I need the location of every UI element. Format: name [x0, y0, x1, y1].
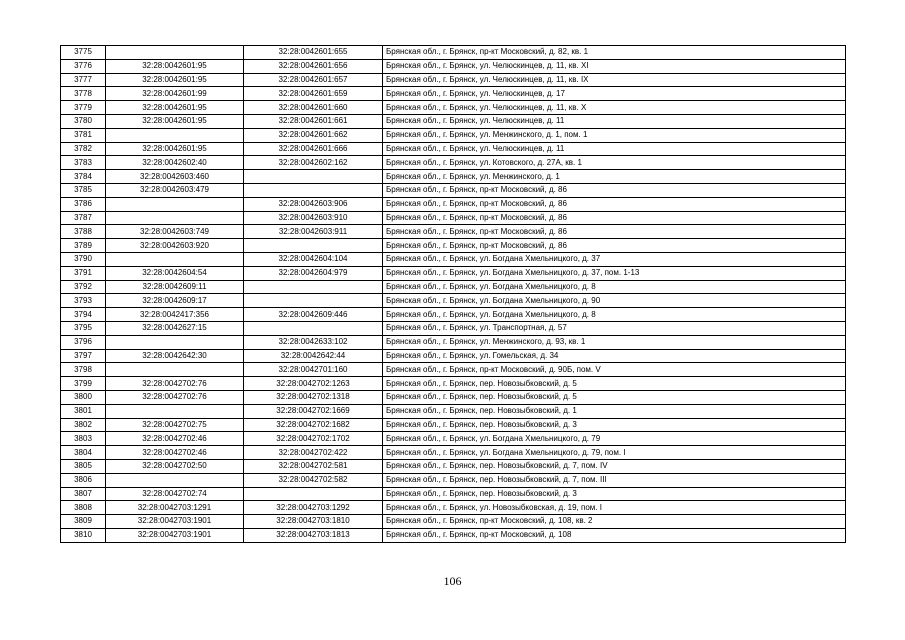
building-cadastral-number-cell: 32:28:0042604:979 [244, 266, 383, 280]
address-cell: Брянская обл., г. Брянск, ул. Менжинского, д. 1, пом. 1 [383, 128, 846, 142]
land-parcel-cadastral-number-cell [106, 252, 244, 266]
address-cell: Брянская обл., г. Брянск, пер. Новозыбковский, д. 7, пом. III [383, 473, 846, 487]
address-cell: Брянская обл., г. Брянск, ул. Богдана Хмельницкого, д. 79, пом. I [383, 446, 846, 460]
page-number: 106 [443, 574, 462, 588]
building-cadastral-number-cell: 32:28:0042703:1813 [244, 528, 383, 542]
building-cadastral-number-cell: 32:28:0042601:661 [244, 114, 383, 128]
building-cadastral-number-cell [244, 239, 383, 253]
row-number-cell: 3777 [61, 73, 106, 87]
building-cadastral-number-cell: 32:28:0042702:1263 [244, 377, 383, 391]
land-parcel-cadastral-number-cell: 32:28:0042603:920 [106, 239, 244, 253]
building-cadastral-number-cell: 32:28:0042703:1810 [244, 515, 383, 529]
table-row [61, 156, 846, 170]
address-cell: Брянская обл., г. Брянск, ул. Котовского, д. 27А, кв. 1 [383, 156, 846, 170]
address-cell: Брянская обл., г. Брянск, ул. Гомельская, д. 34 [383, 349, 846, 363]
table-row [61, 418, 846, 432]
row-number-cell: 3799 [61, 377, 106, 391]
row-number-cell: 3790 [61, 252, 106, 266]
row-number-cell: 3802 [61, 418, 106, 432]
building-cadastral-number-cell: 32:28:0042601:660 [244, 101, 383, 115]
land-parcel-cadastral-number-cell [106, 335, 244, 349]
land-parcel-cadastral-number-cell: 32:28:0042601:95 [106, 114, 244, 128]
table-row [61, 225, 846, 239]
address-cell: Брянская обл., г. Брянск, пер. Новозыбковский, д. 3 [383, 418, 846, 432]
building-cadastral-number-cell: 32:28:0042603:906 [244, 197, 383, 211]
row-number-cell: 3809 [61, 515, 106, 529]
building-cadastral-number-cell: 32:28:0042601:666 [244, 142, 383, 156]
building-cadastral-number-cell: 32:28:0042601:655 [244, 46, 383, 60]
land-parcel-cadastral-number-cell: 32:28:0042703:1901 [106, 528, 244, 542]
row-number-cell: 3801 [61, 404, 106, 418]
address-cell: Брянская обл., г. Брянск, ул. Богдана Хмельницкого, д. 37, пом. 1-13 [383, 266, 846, 280]
building-cadastral-number-cell: 32:28:0042601:657 [244, 73, 383, 87]
table-row [61, 46, 846, 60]
land-parcel-cadastral-number-cell: 32:28:0042602:40 [106, 156, 244, 170]
table-row [61, 197, 846, 211]
table-row [61, 459, 846, 473]
table-row [61, 128, 846, 142]
land-parcel-cadastral-number-cell: 32:28:0042601:95 [106, 101, 244, 115]
building-cadastral-number-cell [244, 280, 383, 294]
building-cadastral-number-cell: 32:28:0042609:446 [244, 308, 383, 322]
land-parcel-cadastral-number-cell [106, 211, 244, 225]
table-row [61, 308, 846, 322]
land-parcel-cadastral-number-cell: 32:28:0042601:95 [106, 59, 244, 73]
address-cell: Брянская обл., г. Брянск, пр-кт Московский, д. 108 [383, 528, 846, 542]
row-number-cell: 3782 [61, 142, 106, 156]
land-parcel-cadastral-number-cell: 32:28:0042702:75 [106, 418, 244, 432]
address-cell: Брянская обл., г. Брянск, ул. Богдана Хмельницкого, д. 90 [383, 294, 846, 308]
land-parcel-cadastral-number-cell [106, 473, 244, 487]
table-row [61, 390, 846, 404]
building-cadastral-number-cell: 32:28:0042702:1702 [244, 432, 383, 446]
row-number-cell: 3778 [61, 87, 106, 101]
table-row [61, 183, 846, 197]
land-parcel-cadastral-number-cell: 32:28:0042702:74 [106, 487, 244, 501]
row-number-cell: 3797 [61, 349, 106, 363]
address-cell: Брянская обл., г. Брянск, ул. Менжинского, д. 93, кв. 1 [383, 335, 846, 349]
row-number-cell: 3781 [61, 128, 106, 142]
address-cell: Брянская обл., г. Брянск, ул. Богдана Хмельницкого, д. 8 [383, 280, 846, 294]
address-cell: Брянская обл., г. Брянск, пр-кт Московский, д. 108, кв. 2 [383, 515, 846, 529]
building-cadastral-number-cell: 32:28:0042702:1318 [244, 390, 383, 404]
row-number-cell: 3807 [61, 487, 106, 501]
table-row [61, 335, 846, 349]
row-number-cell: 3792 [61, 280, 106, 294]
row-number-cell: 3785 [61, 183, 106, 197]
address-cell: Брянская обл., г. Брянск, ул. Богдана Хмельницкого, д. 37 [383, 252, 846, 266]
address-cell: Брянская обл., г. Брянск, ул. Менжинского, д. 1 [383, 170, 846, 184]
table-row [61, 473, 846, 487]
building-cadastral-number-cell: 32:28:0042702:1669 [244, 404, 383, 418]
land-parcel-cadastral-number-cell: 32:28:0042702:46 [106, 432, 244, 446]
row-number-cell: 3779 [61, 101, 106, 115]
land-parcel-cadastral-number-cell [106, 128, 244, 142]
address-cell: Брянская обл., г. Брянск, ул. Челюскинцев, д. 11 [383, 142, 846, 156]
land-parcel-cadastral-number-cell [106, 46, 244, 60]
building-cadastral-number-cell: 32:28:0042601:656 [244, 59, 383, 73]
table-row [61, 487, 846, 501]
land-parcel-cadastral-number-cell: 32:28:0042702:76 [106, 377, 244, 391]
building-cadastral-number-cell [244, 294, 383, 308]
address-cell: Брянская обл., г. Брянск, ул. Челюскинцев, д. 11 [383, 114, 846, 128]
table-row [61, 528, 846, 542]
address-cell: Брянская обл., г. Брянск, пер. Новозыбковский, д. 5 [383, 377, 846, 391]
table-row [61, 59, 846, 73]
land-parcel-cadastral-number-cell: 32:28:0042603:460 [106, 170, 244, 184]
table-row [61, 142, 846, 156]
table-row [61, 73, 846, 87]
building-cadastral-number-cell: 32:28:0042602:162 [244, 156, 383, 170]
address-cell: Брянская обл., г. Брянск, пер. Новозыбковский, д. 7, пом. IV [383, 459, 846, 473]
row-number-cell: 3810 [61, 528, 106, 542]
building-cadastral-number-cell [244, 321, 383, 335]
table-row [61, 363, 846, 377]
building-cadastral-number-cell: 32:28:0042642:44 [244, 349, 383, 363]
table-row [61, 432, 846, 446]
land-parcel-cadastral-number-cell: 32:28:0042417:356 [106, 308, 244, 322]
land-parcel-cadastral-number-cell: 32:28:0042601:99 [106, 87, 244, 101]
table-row [61, 87, 846, 101]
land-parcel-cadastral-number-cell: 32:28:0042627:15 [106, 321, 244, 335]
row-number-cell: 3788 [61, 225, 106, 239]
building-cadastral-number-cell: 32:28:0042702:1682 [244, 418, 383, 432]
address-cell: Брянская обл., г. Брянск, пр-кт Московский, д. 82, кв. 1 [383, 46, 846, 60]
table-row [61, 377, 846, 391]
land-parcel-cadastral-number-cell: 32:28:0042603:479 [106, 183, 244, 197]
land-parcel-cadastral-number-cell: 32:28:0042609:17 [106, 294, 244, 308]
address-cell: Брянская обл., г. Брянск, ул. Новозыбковская, д. 19, пом. I [383, 501, 846, 515]
row-number-cell: 3783 [61, 156, 106, 170]
building-cadastral-number-cell [244, 170, 383, 184]
table-row [61, 170, 846, 184]
row-number-cell: 3786 [61, 197, 106, 211]
building-cadastral-number-cell [244, 183, 383, 197]
address-cell: Брянская обл., г. Брянск, пер. Новозыбковский, д. 3 [383, 487, 846, 501]
row-number-cell: 3784 [61, 170, 106, 184]
row-number-cell: 3798 [61, 363, 106, 377]
address-cell: Брянская обл., г. Брянск, ул. Челюскинцев, д. 17 [383, 87, 846, 101]
table-row [61, 239, 846, 253]
row-number-cell: 3803 [61, 432, 106, 446]
table-row [61, 114, 846, 128]
building-cadastral-number-cell: 32:28:0042702:582 [244, 473, 383, 487]
address-cell: Брянская обл., г. Брянск, пр-кт Московский, д. 86 [383, 211, 846, 225]
address-cell: Брянская обл., г. Брянск, ул. Челюскинцев, д. 11, кв. IX [383, 73, 846, 87]
table-row [61, 294, 846, 308]
building-cadastral-number-cell: 32:28:0042701:160 [244, 363, 383, 377]
land-parcel-cadastral-number-cell [106, 197, 244, 211]
land-parcel-cadastral-number-cell: 32:28:0042601:95 [106, 142, 244, 156]
table-row [61, 321, 846, 335]
row-number-cell: 3806 [61, 473, 106, 487]
address-cell: Брянская обл., г. Брянск, пер. Новозыбковский, д. 1 [383, 404, 846, 418]
row-number-cell: 3800 [61, 390, 106, 404]
address-cell: Брянская обл., г. Брянск, пр-кт Московский, д. 90Б, пом. V [383, 363, 846, 377]
row-number-cell: 3791 [61, 266, 106, 280]
building-cadastral-number-cell: 32:28:0042604:104 [244, 252, 383, 266]
table-row [61, 515, 846, 529]
table-row [61, 280, 846, 294]
land-parcel-cadastral-number-cell: 32:28:0042703:1901 [106, 515, 244, 529]
building-cadastral-number-cell: 32:28:0042702:581 [244, 459, 383, 473]
row-number-cell: 3805 [61, 459, 106, 473]
row-number-cell: 3804 [61, 446, 106, 460]
address-cell: Брянская обл., г. Брянск, ул. Транспортная, д. 57 [383, 321, 846, 335]
building-cadastral-number-cell: 32:28:0042703:1292 [244, 501, 383, 515]
land-parcel-cadastral-number-cell: 32:28:0042604:54 [106, 266, 244, 280]
address-cell: Брянская обл., г. Брянск, пр-кт Московский, д. 86 [383, 239, 846, 253]
table-row [61, 404, 846, 418]
land-parcel-cadastral-number-cell: 32:28:0042702:46 [106, 446, 244, 460]
table-body [61, 46, 846, 543]
table-row [61, 101, 846, 115]
row-number-cell: 3775 [61, 46, 106, 60]
address-cell: Брянская обл., г. Брянск, пер. Новозыбковский, д. 5 [383, 390, 846, 404]
building-cadastral-number-cell: 32:28:0042601:662 [244, 128, 383, 142]
land-parcel-cadastral-number-cell: 32:28:0042609:11 [106, 280, 244, 294]
land-parcel-cadastral-number-cell: 32:28:0042603:749 [106, 225, 244, 239]
land-parcel-cadastral-number-cell: 32:28:0042702:50 [106, 459, 244, 473]
address-cell: Брянская обл., г. Брянск, ул. Богдана Хмельницкого, д. 79 [383, 432, 846, 446]
table-row [61, 349, 846, 363]
table-row [61, 211, 846, 225]
address-cell: Брянская обл., г. Брянск, ул. Челюскинцев, д. 11, кв. X [383, 101, 846, 115]
address-cell: Брянская обл., г. Брянск, пр-кт Московский, д. 86 [383, 225, 846, 239]
table-row [61, 252, 846, 266]
row-number-cell: 3793 [61, 294, 106, 308]
row-number-cell: 3776 [61, 59, 106, 73]
row-number-cell: 3796 [61, 335, 106, 349]
row-number-cell: 3787 [61, 211, 106, 225]
table-row [61, 266, 846, 280]
table-row [61, 446, 846, 460]
address-cell: Брянская обл., г. Брянск, пр-кт Московский, д. 86 [383, 197, 846, 211]
cadastral-registry-table [60, 45, 846, 543]
address-cell: Брянская обл., г. Брянск, ул. Челюскинцев, д. 11, кв. XI [383, 59, 846, 73]
row-number-cell: 3780 [61, 114, 106, 128]
row-number-cell: 3795 [61, 321, 106, 335]
row-number-cell: 3808 [61, 501, 106, 515]
row-number-cell: 3794 [61, 308, 106, 322]
building-cadastral-number-cell [244, 487, 383, 501]
building-cadastral-number-cell: 32:28:0042601:659 [244, 87, 383, 101]
land-parcel-cadastral-number-cell [106, 404, 244, 418]
building-cadastral-number-cell: 32:28:0042633:102 [244, 335, 383, 349]
address-cell: Брянская обл., г. Брянск, пр-кт Московский, д. 86 [383, 183, 846, 197]
land-parcel-cadastral-number-cell: 32:28:0042703:1291 [106, 501, 244, 515]
land-parcel-cadastral-number-cell [106, 363, 244, 377]
address-cell: Брянская обл., г. Брянск, ул. Богдана Хмельницкого, д. 8 [383, 308, 846, 322]
building-cadastral-number-cell: 32:28:0042603:911 [244, 225, 383, 239]
row-number-cell: 3789 [61, 239, 106, 253]
table-row [61, 501, 846, 515]
land-parcel-cadastral-number-cell: 32:28:0042702:76 [106, 390, 244, 404]
building-cadastral-number-cell: 32:28:0042702:422 [244, 446, 383, 460]
land-parcel-cadastral-number-cell: 32:28:0042642:30 [106, 349, 244, 363]
land-parcel-cadastral-number-cell: 32:28:0042601:95 [106, 73, 244, 87]
building-cadastral-number-cell: 32:28:0042603:910 [244, 211, 383, 225]
